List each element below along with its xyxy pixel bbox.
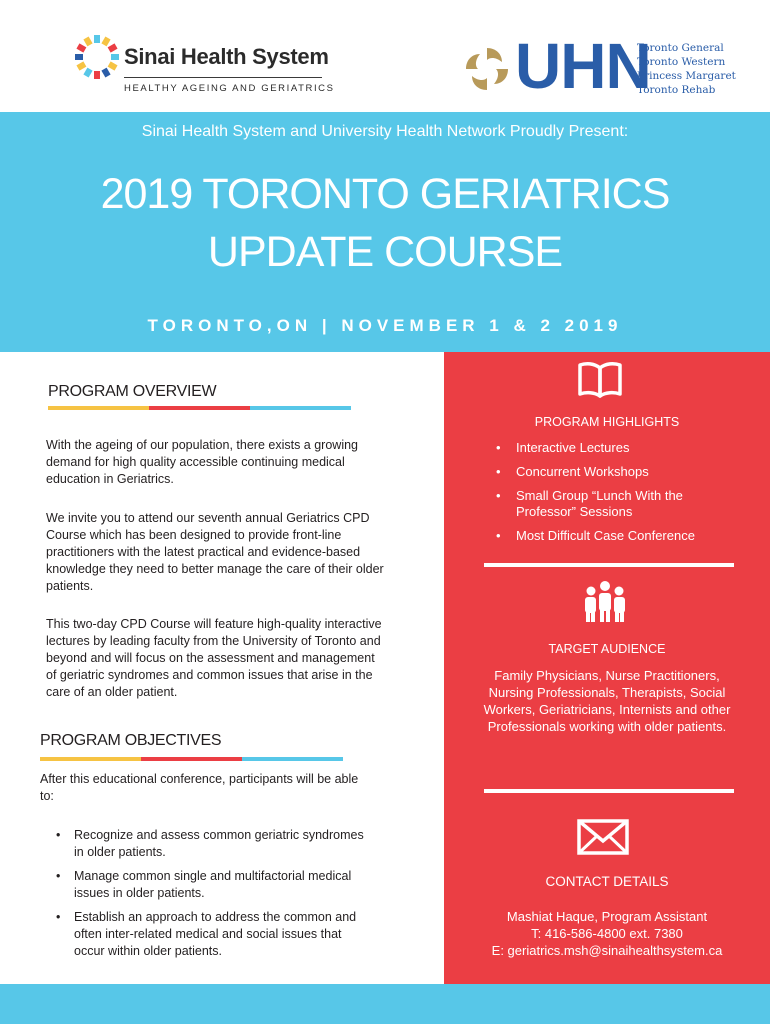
uhn-site: Toronto General (637, 42, 724, 54)
uhn-sites (637, 41, 736, 97)
list-item: • Establish an approach to address the common and often inter-related medical and social issues that occur within older patients. (56, 909, 374, 960)
sinai-divider (124, 77, 322, 78)
list-item: • Small Group “Lunch With the Professor” Sessions (496, 488, 736, 520)
panel-divider (484, 563, 734, 567)
list-item: • Concurrent Workshops (496, 464, 736, 480)
uhn-site: Princess Margaret (637, 70, 736, 82)
objectives-list (56, 827, 374, 967)
overview-heading: PROGRAM OVERVIEW (48, 383, 217, 400)
footer-band (0, 984, 770, 1024)
course-title-line1: 2019 TORONTO GERIATRICS (100, 170, 670, 218)
overview-para-1: With the ageing of our population, there exists a growing demand for high quality accessible continuing medical education in Geriatrics. (46, 438, 358, 486)
list-item: • Recognize and assess common geriatric syndromes in older patients. (56, 827, 374, 861)
list-item: • Interactive Lectures (496, 440, 736, 456)
highlights-heading: PROGRAM HIGHLIGHTS (534, 415, 680, 429)
objectives-heading: PROGRAM OBJECTIVES (40, 732, 222, 749)
contact-heading: CONTACT DETAILS (545, 874, 669, 889)
sinai-flower-icon (72, 32, 122, 82)
audience-heading: TARGET AUDIENCE (548, 642, 666, 656)
objectives-intro: After this educational conference, participants will be able to: (40, 772, 359, 803)
list-item: • Manage common single and multifactorial medical issues in older patients. (56, 868, 374, 902)
panel-divider (484, 789, 734, 793)
envelope-icon (577, 819, 629, 855)
location-date: TORONTO,ON | NOVEMBER 1 & 2 2019 (147, 316, 623, 335)
uhn-site: Toronto Western (637, 56, 726, 68)
overview-para-3: This two-day CPD Course will feature high-quality interactive lectures by leading faculty from the University of Toronto and beyond and will focus on the assessment and management of geriatric syndromes and common issues that arise in the care of an older patient. (46, 617, 382, 699)
book-icon (577, 360, 623, 398)
uhn-emblem (462, 44, 512, 94)
people-icon (579, 580, 631, 624)
uhn-site: Toronto Rehab (637, 84, 716, 96)
sinai-subtitle: HEALTHY AGEING AND GERIATRICS (124, 83, 335, 94)
contact-name: Mashiat Haque, Program Assistant (506, 909, 708, 924)
contact-phone: T: 416-586-4800 ext. 7380 (531, 926, 683, 941)
course-title (0, 165, 770, 281)
contact-email: E: geriatrics.msh@sinaihealthsystem.ca (491, 943, 723, 958)
course-title-line2: UPDATE COURSE (207, 228, 563, 276)
uhn-swirl-icon (462, 44, 512, 94)
sinai-name: Sinai Health System (124, 44, 329, 69)
overview-color-bar (48, 406, 351, 410)
list-item: • Most Difficult Case Conference (496, 528, 736, 544)
presents-line: Sinai Health System and University Health Network Proudly Present: (141, 123, 629, 140)
uhn-wordmark: UHN (515, 30, 651, 102)
sinai-logo (72, 32, 122, 82)
objectives-color-bar (40, 757, 343, 761)
highlights-list (496, 440, 736, 552)
audience-text: Family Physicians, Nurse Practitioners, Nursing Professionals, Therapists, Social Workers, Geriatricians, Internists and other Professionals working with older patients. (483, 668, 731, 734)
overview-para-2: We invite you to attend our seventh annual Geriatrics CPD Course which has been designed to provide front-line practitioners with the latest practical and evidence-based knowledge they need to better manage the care of their older patients. (46, 511, 384, 593)
